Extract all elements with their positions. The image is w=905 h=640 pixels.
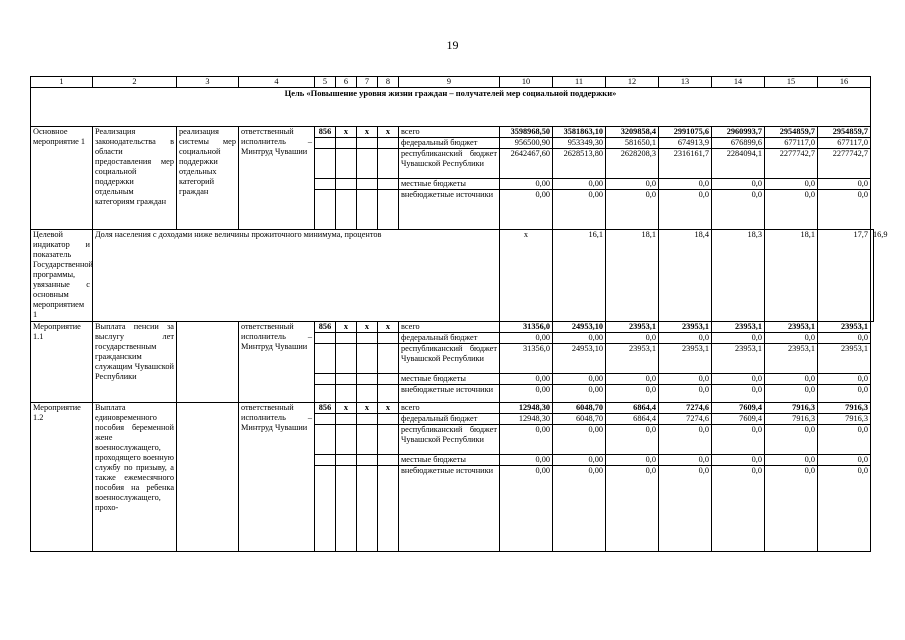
funding-source: местные бюджеты	[399, 455, 500, 466]
indicator-value: 18,4	[659, 230, 712, 322]
funding-value: 31356,0	[500, 322, 553, 333]
funding-value: 953349,30	[553, 138, 606, 149]
indicator-value: 18,1	[606, 230, 659, 322]
empty-code-cell	[378, 138, 399, 149]
budget-code-c5: 856	[315, 403, 336, 414]
funding-value: 0,0	[712, 455, 765, 466]
funding-value: 0,0	[659, 374, 712, 385]
column-number-4: 4	[239, 77, 315, 88]
funding-value: 23953,1	[606, 322, 659, 333]
empty-code-cell	[357, 190, 378, 230]
empty-code-cell	[357, 138, 378, 149]
funding-value: 23953,1	[659, 322, 712, 333]
funding-value: 24953,10	[553, 322, 606, 333]
empty-code-cell	[336, 333, 357, 344]
empty-code-cell	[378, 190, 399, 230]
empty-code-cell	[315, 344, 336, 374]
funding-value: 0,0	[765, 333, 818, 344]
funding-value: 0,00	[553, 333, 606, 344]
funding-value: 7916,3	[818, 403, 871, 414]
funding-value: 0,0	[606, 385, 659, 403]
empty-code-cell	[315, 333, 336, 344]
column-number-12: 12	[606, 77, 659, 88]
budget-code-c7: x	[357, 322, 378, 333]
empty-code-cell	[357, 149, 378, 179]
funding-value: 0,0	[712, 374, 765, 385]
funding-value: 0,0	[712, 425, 765, 455]
funding-source: федеральный бюджет	[399, 414, 500, 425]
funding-value: 0,0	[765, 179, 818, 190]
funding-value: 23953,1	[818, 344, 871, 374]
empty-code-cell	[336, 425, 357, 455]
funding-value: 23953,1	[765, 344, 818, 374]
funding-value: 0,0	[606, 425, 659, 455]
funding-value: 0,0	[659, 190, 712, 230]
column-number-16: 16	[818, 77, 871, 88]
program-table	[30, 76, 888, 552]
empty-code-cell	[378, 179, 399, 190]
column-number-8: 8	[378, 77, 399, 88]
funding-source: федеральный бюджет	[399, 138, 500, 149]
indicator-value: 16,1	[553, 230, 606, 322]
responsible-executor: ответственный исполнитель – Минтруд Чувашии	[239, 322, 315, 403]
funding-value: 0,00	[500, 466, 553, 552]
budget-code-c7: x	[357, 403, 378, 414]
funding-value: 0,0	[765, 374, 818, 385]
empty-code-cell	[336, 455, 357, 466]
fund-row	[31, 127, 874, 138]
empty-code-cell	[378, 455, 399, 466]
funding-value: 677117,0	[818, 138, 871, 149]
empty-code-cell	[315, 149, 336, 179]
empty-code-cell	[378, 385, 399, 403]
funding-value: 0,00	[553, 455, 606, 466]
column-number-6: 6	[336, 77, 357, 88]
funding-value: 0,00	[500, 179, 553, 190]
column-number-14: 14	[712, 77, 765, 88]
empty-code-cell	[357, 333, 378, 344]
fund-row	[31, 403, 874, 414]
column-number-row	[31, 77, 874, 88]
funding-value: 0,00	[500, 385, 553, 403]
measure-name: Основное мероприятие 1	[31, 127, 93, 230]
measure-result	[177, 403, 239, 552]
funding-value: 0,0	[818, 333, 871, 344]
empty-code-cell	[315, 138, 336, 149]
funding-source: всего	[399, 403, 500, 414]
budget-code-c5: 856	[315, 322, 336, 333]
funding-value: 0,0	[606, 455, 659, 466]
funding-value: 6864,4	[606, 403, 659, 414]
empty-code-cell	[336, 414, 357, 425]
empty-code-cell	[378, 466, 399, 552]
funding-value: 0,0	[818, 455, 871, 466]
column-number-2: 2	[93, 77, 177, 88]
funding-value: 0,00	[553, 374, 606, 385]
funding-value: 23953,1	[818, 322, 871, 333]
funding-value: 0,00	[553, 179, 606, 190]
column-number-11: 11	[553, 77, 606, 88]
funding-value: 0,0	[765, 425, 818, 455]
funding-source: всего	[399, 322, 500, 333]
empty-code-cell	[357, 179, 378, 190]
funding-value: 23953,1	[659, 344, 712, 374]
funding-value: 3209858,4	[606, 127, 659, 138]
empty-code-cell	[378, 344, 399, 374]
funding-value: 2277742,7	[818, 149, 871, 179]
funding-value: 0,0	[712, 333, 765, 344]
funding-source: всего	[399, 127, 500, 138]
budget-code-c8: x	[378, 127, 399, 138]
funding-source: внебюджетные источники	[399, 466, 500, 552]
empty-code-cell	[378, 333, 399, 344]
funding-value: 0,00	[553, 190, 606, 230]
funding-value: 0,0	[659, 333, 712, 344]
funding-value: 0,0	[659, 385, 712, 403]
funding-value: 2991075,6	[659, 127, 712, 138]
empty-code-cell	[336, 179, 357, 190]
empty-code-cell	[336, 190, 357, 230]
funding-value: 2284094,1	[712, 149, 765, 179]
empty-code-cell	[315, 425, 336, 455]
responsible-executor: ответственный исполнитель – Минтруд Чувашии	[239, 403, 315, 552]
funding-value: 0,0	[606, 466, 659, 552]
funding-value: 12948,30	[500, 414, 553, 425]
funding-value: 7916,3	[765, 414, 818, 425]
funding-value: 3581863,10	[553, 127, 606, 138]
indicator-value: 17,7	[818, 230, 871, 322]
empty-code-cell	[315, 190, 336, 230]
empty-code-cell	[357, 425, 378, 455]
empty-code-cell	[357, 385, 378, 403]
indicator-value: 18,1	[765, 230, 818, 322]
responsible-executor: ответственный исполнитель – Минтруд Чувашии	[239, 127, 315, 230]
funding-value: 0,0	[712, 385, 765, 403]
empty-code-cell	[336, 149, 357, 179]
indicator-value: 16,9	[871, 230, 874, 322]
empty-code-cell	[336, 385, 357, 403]
funding-value: 0,0	[606, 374, 659, 385]
funding-value: 0,0	[659, 466, 712, 552]
funding-value: 0,00	[500, 455, 553, 466]
funding-value: 0,0	[818, 179, 871, 190]
funding-value: 0,0	[818, 466, 871, 552]
funding-value: 0,0	[818, 190, 871, 230]
funding-value: 0,0	[818, 425, 871, 455]
column-number-9: 9	[399, 77, 500, 88]
budget-code-c6: x	[336, 127, 357, 138]
empty-code-cell	[315, 414, 336, 425]
column-number-15: 15	[765, 77, 818, 88]
measure-description: Выплата единовременного пособия беременной жене военнослужащего, проходящего военную службу по призыву, а также ежемесячного пособия на ребенка военнослужащего, прохо-	[93, 403, 177, 552]
funding-value: 0,0	[712, 179, 765, 190]
funding-source: республиканский бюджет Чувашской Республики	[399, 344, 500, 374]
indicator-row	[31, 230, 874, 322]
funding-value: 2277742,7	[765, 149, 818, 179]
empty-code-cell	[315, 179, 336, 190]
indicator-name: Целевой индикатор и показатель Государственной программы, увязанные с основным мероприятием 1	[31, 230, 93, 322]
funding-value: 23953,1	[712, 344, 765, 374]
funding-value: 23953,1	[765, 322, 818, 333]
funding-value: 6048,70	[553, 403, 606, 414]
funding-value: 2316161,7	[659, 149, 712, 179]
column-number-5: 5	[315, 77, 336, 88]
empty-code-cell	[315, 466, 336, 552]
budget-code-c6: x	[336, 322, 357, 333]
budget-code-c5: 856	[315, 127, 336, 138]
funding-value: 956500,90	[500, 138, 553, 149]
empty-code-cell	[378, 374, 399, 385]
measure-description: Выплата пенсии за выслугу лет государственным гражданским служащим Чувашской Республики	[93, 322, 177, 403]
column-number-10: 10	[500, 77, 553, 88]
funding-value: 2642467,60	[500, 149, 553, 179]
funding-value: 0,0	[818, 385, 871, 403]
empty-code-cell	[357, 374, 378, 385]
funding-value: 0,0	[712, 190, 765, 230]
column-number-1: 1	[31, 77, 93, 88]
funding-value: 0,0	[659, 425, 712, 455]
funding-source: республиканский бюджет Чувашской Республики	[399, 149, 500, 179]
funding-value: 0,00	[553, 466, 606, 552]
empty-code-cell	[336, 466, 357, 552]
indicator-text: Доля населения с доходами ниже величины прожиточного минимума, процентов	[93, 230, 500, 322]
funding-value: 0,0	[659, 455, 712, 466]
fund-row	[31, 322, 874, 333]
indicator-mark: x	[500, 230, 553, 322]
empty-code-cell	[378, 414, 399, 425]
page-number: 19	[446, 38, 459, 52]
empty-code-cell	[315, 374, 336, 385]
funding-source: федеральный бюджет	[399, 333, 500, 344]
funding-value: 24953,10	[553, 344, 606, 374]
measure-name: Мероприятие 1.1	[31, 322, 93, 403]
funding-value: 0,0	[765, 190, 818, 230]
funding-value: 674913,9	[659, 138, 712, 149]
column-number-7: 7	[357, 77, 378, 88]
funding-value: 0,0	[818, 374, 871, 385]
measure-result	[177, 322, 239, 403]
empty-code-cell	[336, 344, 357, 374]
funding-source: местные бюджеты	[399, 374, 500, 385]
funding-source: внебюджетные источники	[399, 385, 500, 403]
funding-source: внебюджетные источники	[399, 190, 500, 230]
funding-value: 7609,4	[712, 403, 765, 414]
empty-code-cell	[357, 414, 378, 425]
funding-value: 0,00	[500, 425, 553, 455]
funding-value: 23953,1	[606, 344, 659, 374]
funding-value: 0,0	[606, 190, 659, 230]
empty-code-cell	[315, 455, 336, 466]
budget-code-c7: x	[357, 127, 378, 138]
funding-value: 676899,6	[712, 138, 765, 149]
empty-code-cell	[336, 374, 357, 385]
funding-value: 3598968,50	[500, 127, 553, 138]
measure-result: реализация системы мер социальной поддержки отдельных категорий граждан	[177, 127, 239, 230]
funding-value: 6864,4	[606, 414, 659, 425]
funding-value: 0,00	[553, 385, 606, 403]
funding-value: 0,00	[500, 333, 553, 344]
funding-value: 2628513,80	[553, 149, 606, 179]
measure-name: Мероприятие 1.2	[31, 403, 93, 552]
indicator-value: 18,3	[712, 230, 765, 322]
funding-value: 0,00	[500, 190, 553, 230]
funding-value: 7274,6	[659, 403, 712, 414]
empty-code-cell	[315, 385, 336, 403]
funding-value: 0,0	[606, 333, 659, 344]
funding-value: 0,00	[553, 425, 606, 455]
empty-code-cell	[357, 344, 378, 374]
column-number-13: 13	[659, 77, 712, 88]
funding-value: 581650,1	[606, 138, 659, 149]
funding-value: 0,0	[659, 179, 712, 190]
funding-value: 0,0	[765, 455, 818, 466]
funding-value: 2954859,7	[818, 127, 871, 138]
column-number-3: 3	[177, 77, 239, 88]
funding-value: 7609,4	[712, 414, 765, 425]
empty-code-cell	[378, 149, 399, 179]
funding-value: 23953,1	[712, 322, 765, 333]
funding-source: республиканский бюджет Чувашской Республики	[399, 425, 500, 455]
funding-value: 12948,30	[500, 403, 553, 414]
funding-value: 31356,0	[500, 344, 553, 374]
funding-value: 7274,6	[659, 414, 712, 425]
empty-code-cell	[378, 425, 399, 455]
funding-value: 2628208,3	[606, 149, 659, 179]
budget-code-c6: x	[336, 403, 357, 414]
budget-code-c8: x	[378, 322, 399, 333]
funding-value: 0,0	[765, 385, 818, 403]
goal-title: Цель «Повышение уровня жизни граждан – получателей мер социальной поддержки»	[31, 88, 871, 127]
funding-value: 0,00	[500, 374, 553, 385]
funding-value: 2954859,7	[765, 127, 818, 138]
funding-value: 2960993,7	[712, 127, 765, 138]
funding-source: местные бюджеты	[399, 179, 500, 190]
measure-description: Реализация законодательства в области предоставления мер социальной поддержки отдельным категориям граждан	[93, 127, 177, 230]
empty-code-cell	[357, 466, 378, 552]
funding-value: 7916,3	[818, 414, 871, 425]
funding-value: 0,0	[606, 179, 659, 190]
goal-row	[31, 88, 874, 127]
funding-value: 677117,0	[765, 138, 818, 149]
funding-value: 6048,70	[553, 414, 606, 425]
funding-value: 7916,3	[765, 403, 818, 414]
funding-value: 0,0	[765, 466, 818, 552]
funding-value: 0,0	[712, 466, 765, 552]
empty-code-cell	[336, 138, 357, 149]
empty-code-cell	[357, 455, 378, 466]
budget-code-c8: x	[378, 403, 399, 414]
